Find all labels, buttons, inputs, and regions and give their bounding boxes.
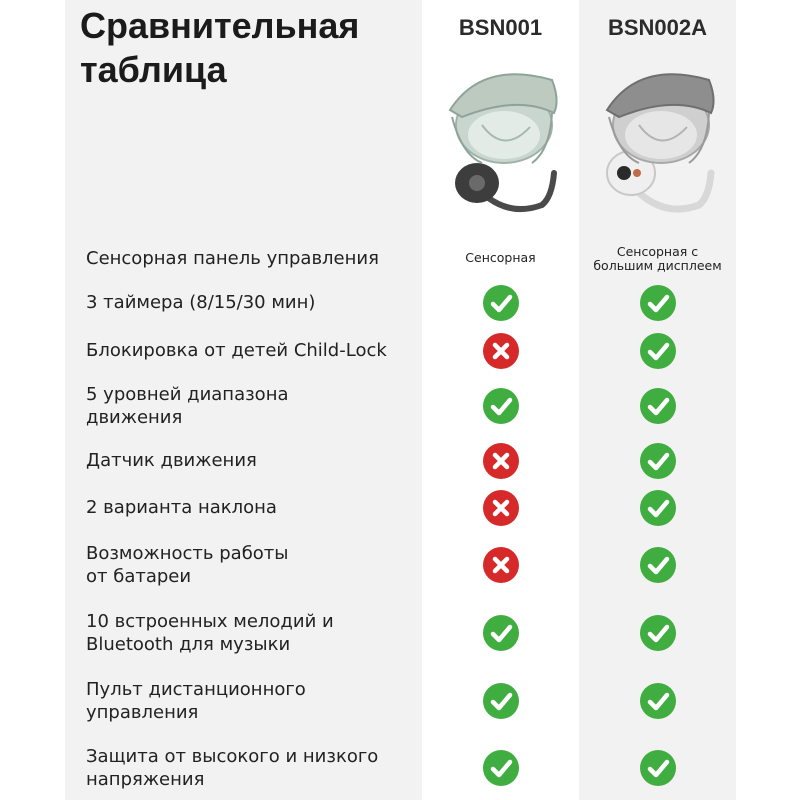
cross-icon	[422, 443, 579, 479]
check-icon	[579, 547, 736, 583]
check-icon	[579, 490, 736, 526]
check-icon	[579, 388, 736, 424]
feature-label-timers: 3 таймера (8/15/30 мин)	[86, 292, 316, 313]
check-icon	[422, 285, 579, 321]
column-header-bsn001: BSN001	[458, 15, 543, 40]
feature-label-motion-levels: 5 уровней диапазона движения	[86, 384, 289, 428]
feature-label-melodies-bluetooth: 10 встроенных мелодий и Bluetooth для музыки	[86, 611, 334, 655]
feature-value-bsn001: Сенсорная	[465, 250, 536, 265]
feature-label-battery: Возможность работы от батареи	[86, 543, 289, 587]
feature-label-motion-sensor: Датчик движения	[86, 450, 257, 471]
page-title: Сравнительная таблица	[80, 5, 360, 90]
feature-label-remote-control: Пульт дистанционного управления	[86, 679, 306, 723]
check-icon	[422, 388, 579, 424]
check-icon	[579, 615, 736, 651]
cross-icon	[422, 547, 579, 583]
feature-label-child-lock: Блокировка от детей Child-Lock	[86, 340, 387, 361]
check-icon	[422, 615, 579, 651]
product-image-bsn002a	[579, 55, 736, 225]
check-icon	[579, 443, 736, 479]
product-image-bsn001	[422, 55, 579, 225]
check-icon	[422, 750, 579, 786]
cross-icon	[422, 333, 579, 369]
cross-icon	[422, 490, 579, 526]
check-icon	[579, 333, 736, 369]
check-icon	[579, 750, 736, 786]
feature-label-voltage-protection: Защита от высокого и низкого напряжения	[86, 746, 379, 790]
feature-label-tilt-options: 2 варианта наклона	[86, 497, 277, 518]
feature-value-bsn002a: Сенсорная с большим дисплеем	[593, 244, 722, 273]
column-header-bsn002a: BSN002A	[607, 15, 708, 40]
check-icon	[422, 683, 579, 719]
check-icon	[579, 683, 736, 719]
check-icon	[579, 285, 736, 321]
feature-label-touch-panel: Сенсорная панель управления	[86, 248, 379, 269]
